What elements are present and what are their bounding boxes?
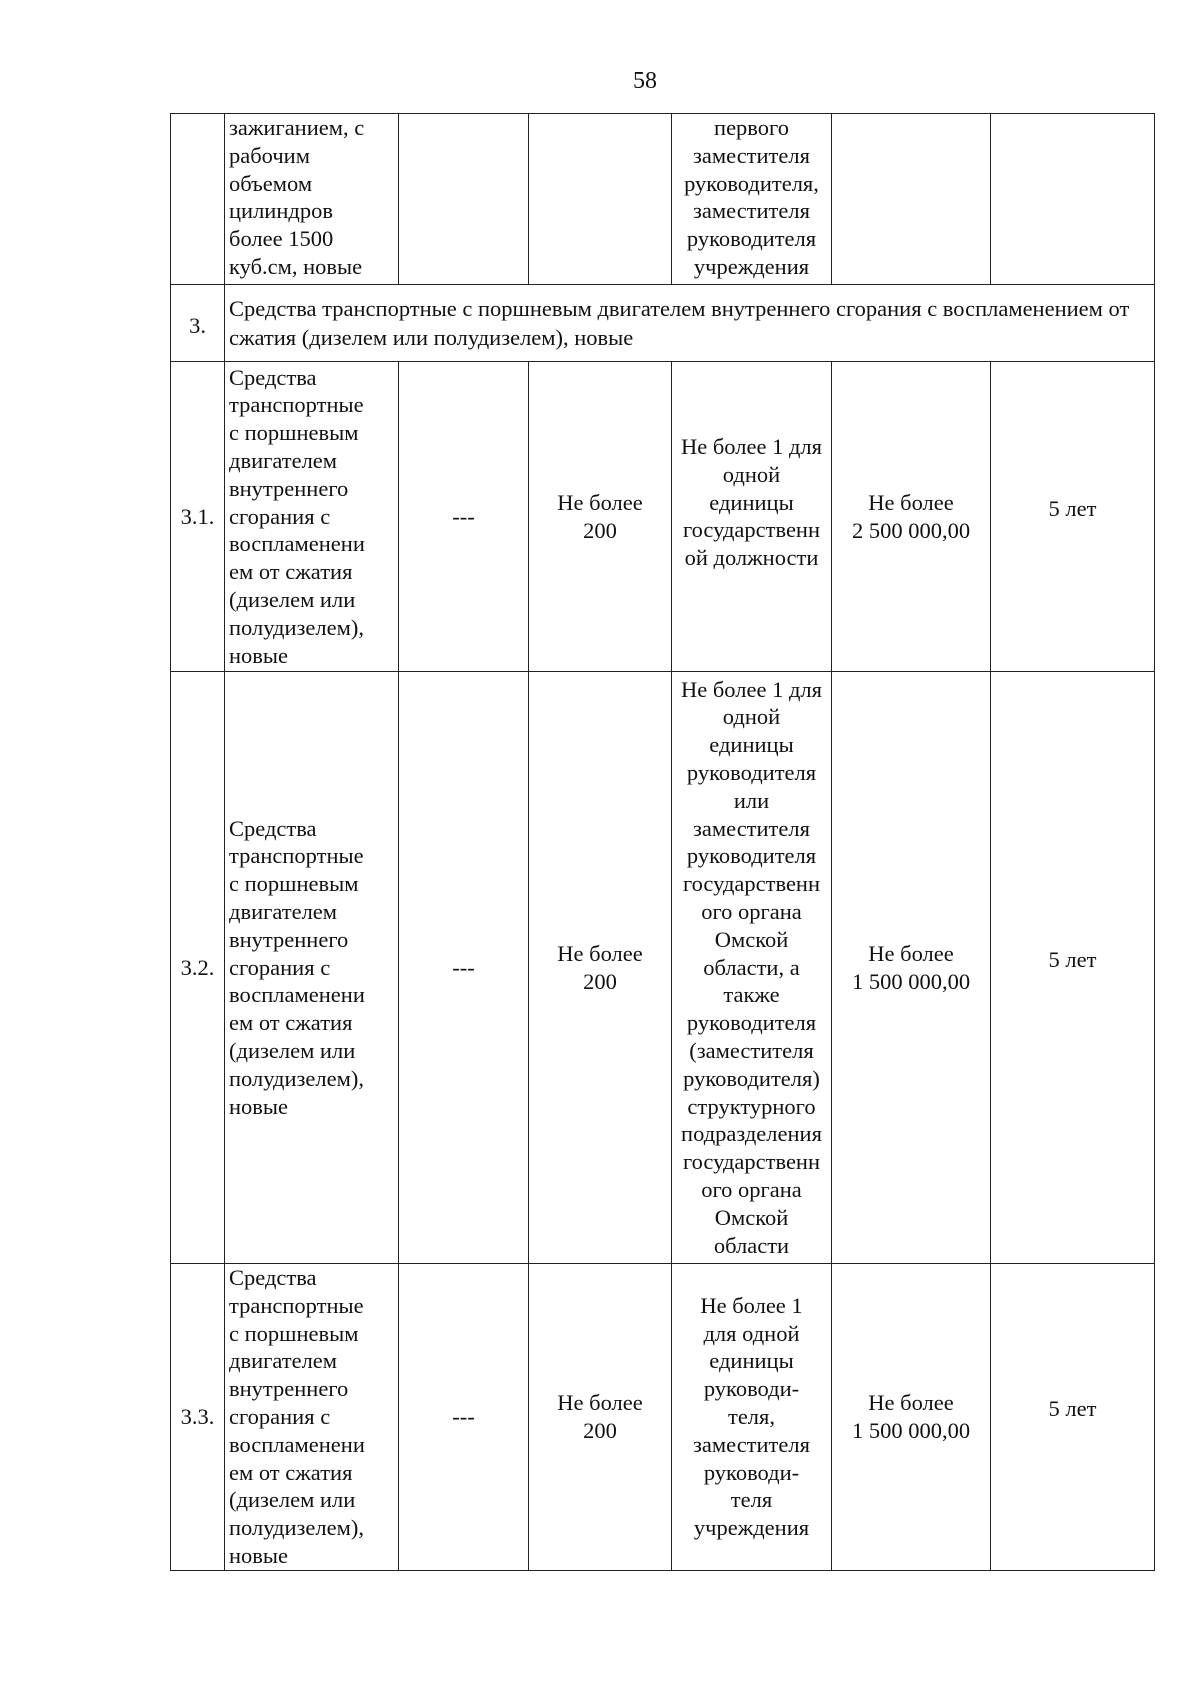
- item-name-cell: Средства транспортные с поршневым двигателем внутреннего сгорания с воспламенени ем от сжатия (дизелем или полудизелем), новые: [225, 672, 399, 1264]
- price-cell: [832, 114, 991, 285]
- table-row: [171, 1264, 1155, 1571]
- quantity-cell: Не более 1 для одной единицы руководи- теля, заместителя руководи- теля учреждения: [672, 1264, 832, 1571]
- row-number-cell: [171, 114, 225, 285]
- price-cell: Не более 1 500 000,00: [832, 672, 991, 1264]
- section-header-row: [171, 285, 1155, 362]
- engine-power-cell: Не более 200: [529, 1264, 672, 1571]
- row-number-cell: 3.2.: [171, 672, 225, 1264]
- price-cell: Не более 2 500 000,00: [832, 362, 991, 672]
- engine-volume-cell: ---: [399, 1264, 529, 1571]
- section-title-cell: Средства транспортные с поршневым двигателем внутреннего сгорания с воспламенением от сжатия (дизелем или полудизелем), новые: [225, 285, 1155, 362]
- row-number-cell: 3.1.: [171, 362, 225, 672]
- engine-power-cell: [529, 114, 672, 285]
- service-term-cell: [991, 114, 1155, 285]
- item-name-cell: зажиганием, с рабочим объемом цилиндров более 1500 куб.см, новые: [225, 114, 399, 285]
- table-row: [171, 672, 1155, 1264]
- section-number-cell: 3.: [171, 285, 225, 362]
- service-term-cell: 5 лет: [991, 362, 1155, 672]
- item-name-cell: Средства транспортные с поршневым двигателем внутреннего сгорания с воспламенени ем от сжатия (дизелем или полудизелем), новые: [225, 1264, 399, 1571]
- engine-volume-cell: [399, 114, 529, 285]
- requirements-table: [170, 113, 1155, 1571]
- quantity-cell: первого заместителя руководителя, заместителя руководителя учреждения: [672, 114, 832, 285]
- item-name-cell: Средства транспортные с поршневым двигателем внутреннего сгорания с воспламенени ем от сжатия (дизелем или полудизелем), новые: [225, 362, 399, 672]
- quantity-cell: Не более 1 для одной единицы государственн ой должности: [672, 362, 832, 672]
- service-term-cell: 5 лет: [991, 1264, 1155, 1571]
- engine-volume-cell: ---: [399, 362, 529, 672]
- table-row-continued: [171, 114, 1155, 285]
- price-cell: Не более 1 500 000,00: [832, 1264, 991, 1571]
- service-term-cell: 5 лет: [991, 672, 1155, 1264]
- page-number: 58: [633, 68, 657, 94]
- engine-power-cell: Не более 200: [529, 672, 672, 1264]
- engine-volume-cell: ---: [399, 672, 529, 1264]
- engine-power-cell: Не более 200: [529, 362, 672, 672]
- table-row: [171, 362, 1155, 672]
- quantity-cell: Не более 1 для одной единицы руководителя или заместителя руководителя государственн ого органа Омской области, а также руководителя (заместителя руководителя) структурного подразделения государственн ого органа Омской области: [672, 672, 832, 1264]
- row-number-cell: 3.3.: [171, 1264, 225, 1571]
